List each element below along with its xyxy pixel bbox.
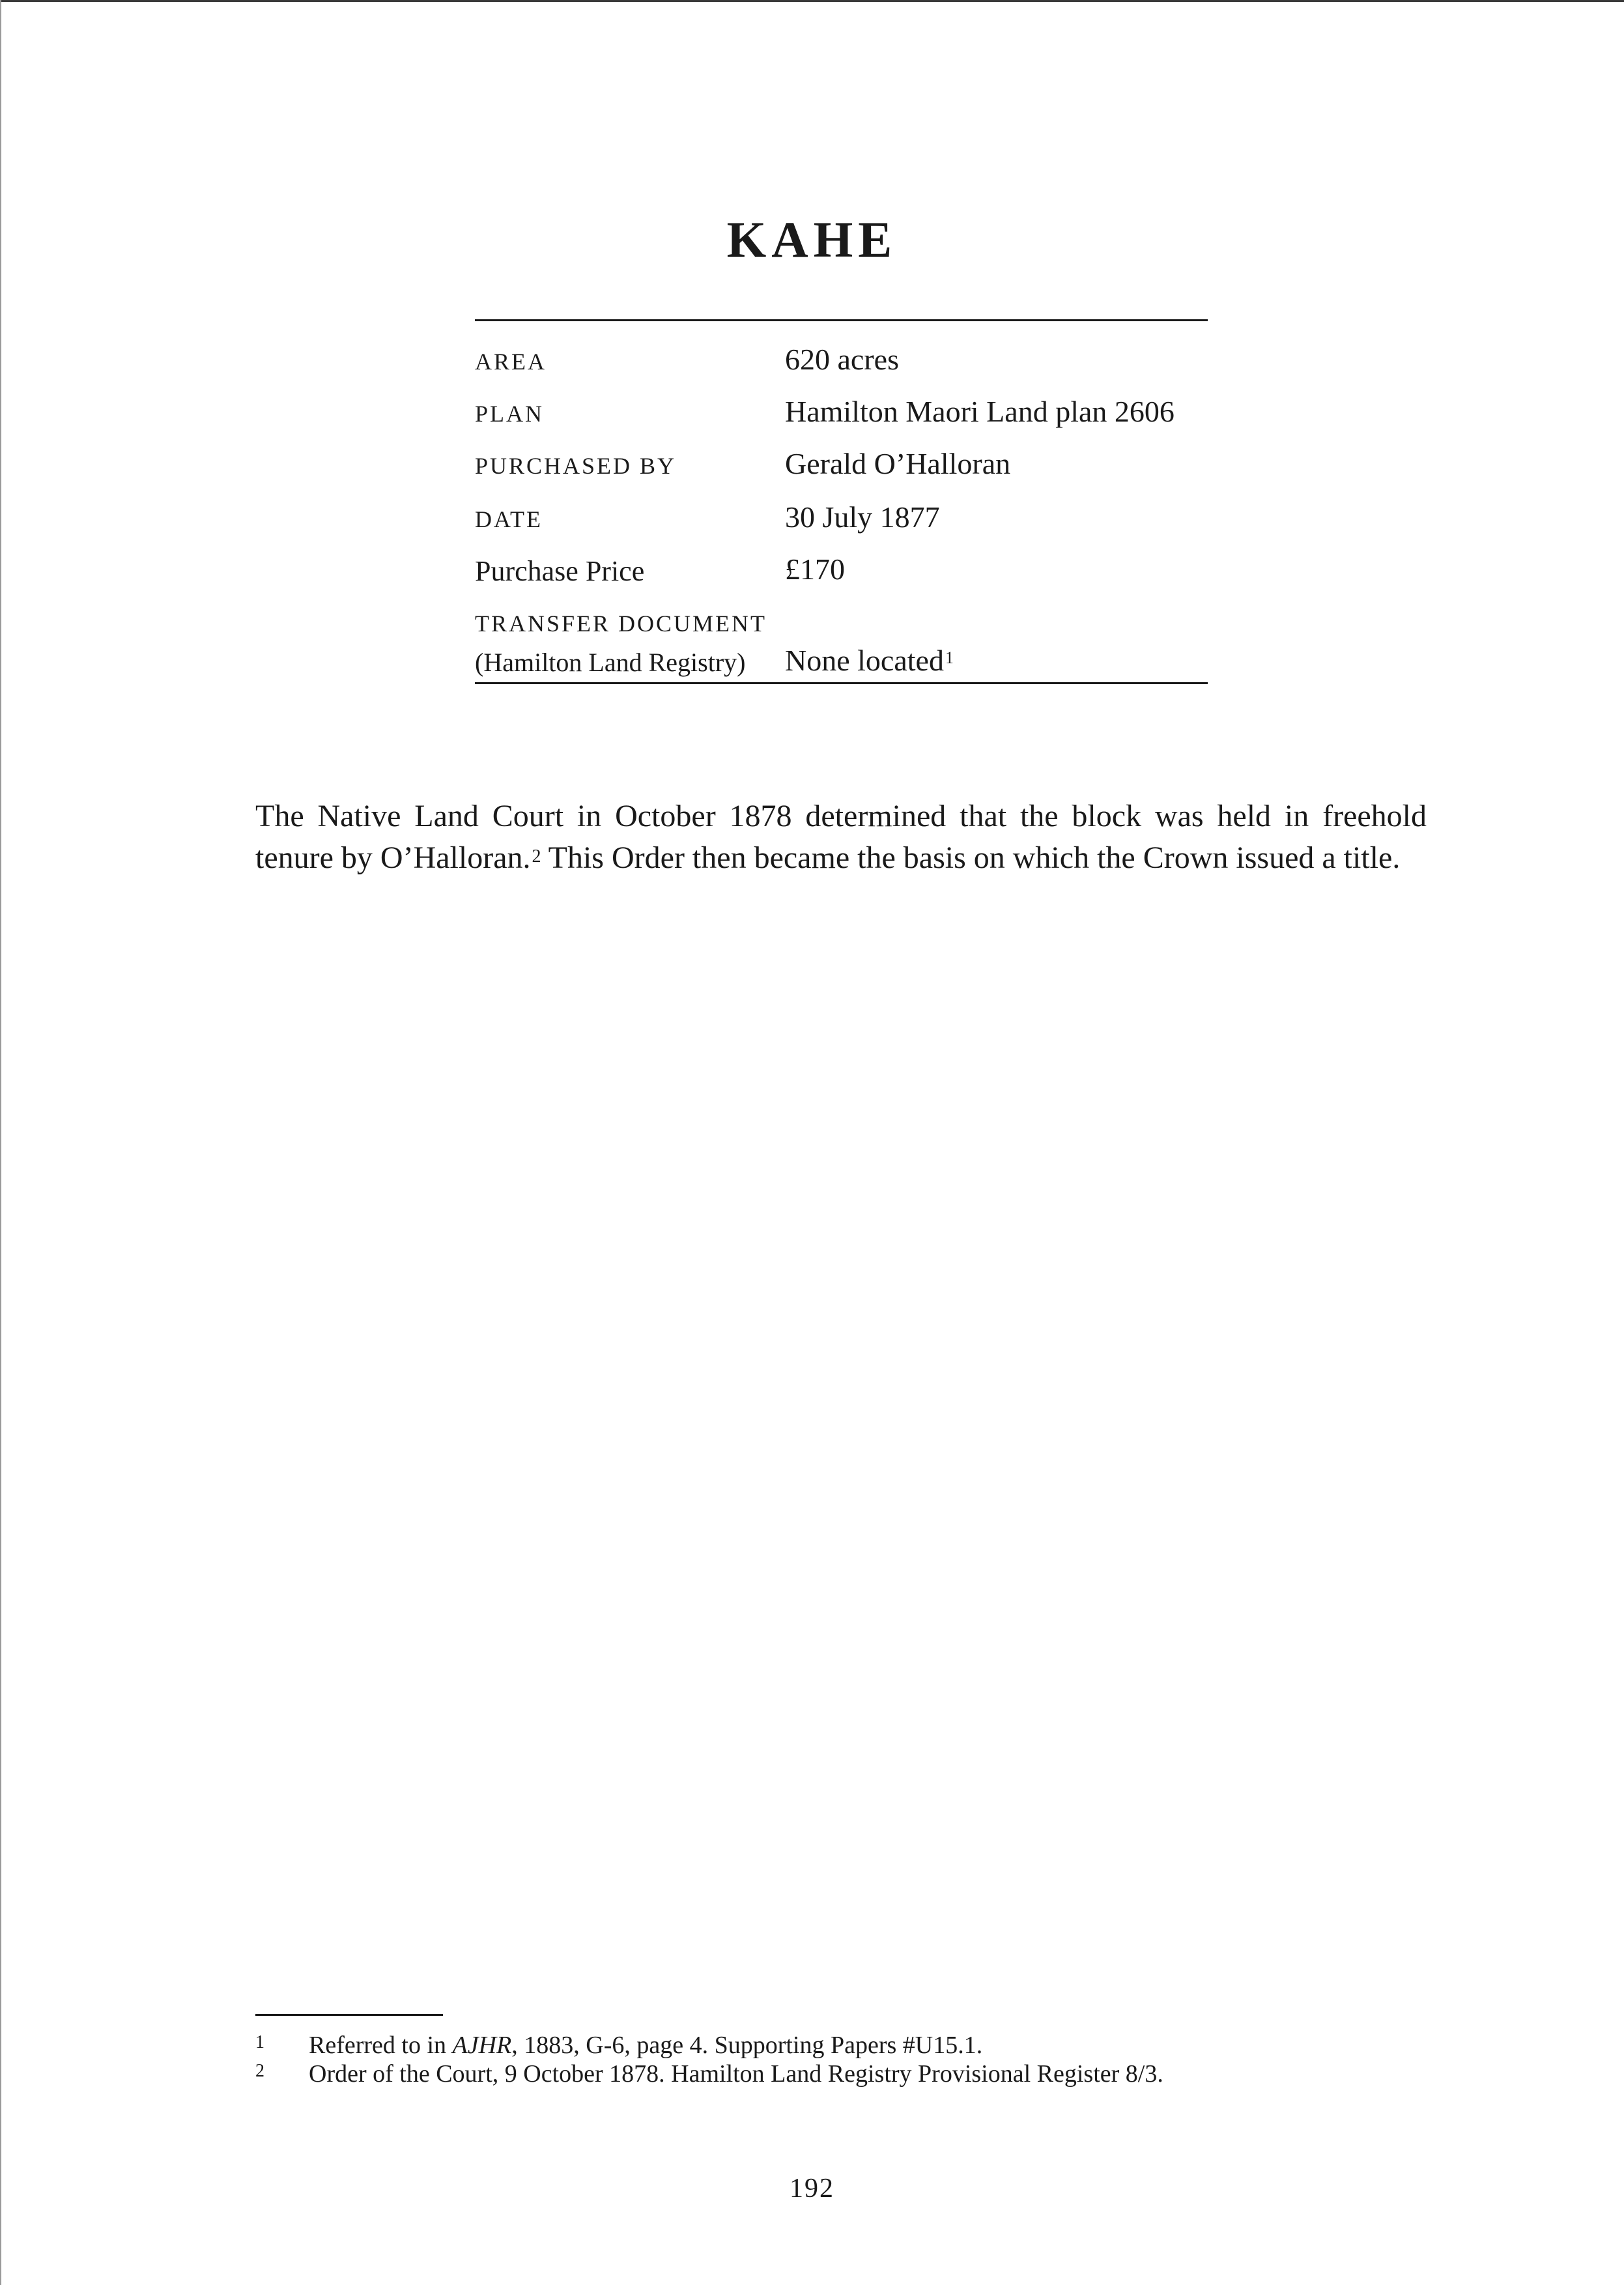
detail-label: Purchase Price [475, 555, 645, 587]
detail-value: Hamilton Maori Land plan 2606 [785, 395, 1175, 428]
detail-label: DATE [475, 506, 543, 532]
detail-row-plan [475, 384, 1208, 430]
page-title: KAHE [726, 211, 898, 268]
detail-label: AREA [475, 349, 547, 375]
footnote-text-part: Order of the Court, 9 October 1878. Hamilton Land Registry Provisional Register 8/3. [309, 2060, 1163, 2088]
detail-row-area [475, 332, 1208, 378]
footnote-number: 1 [255, 2032, 264, 2052]
detail-row-date [475, 490, 1208, 536]
footnote-ref: 1 [945, 648, 954, 667]
body-paragraph [255, 796, 1427, 879]
body-text-part: The Native Land Court in October 1878 determined that the block was held in freehold tenure by O’Halloran. [255, 799, 1427, 875]
footnote-text [309, 2031, 982, 2060]
footnote-text-part: Referred to in [309, 2032, 453, 2059]
footnote-number: 2 [255, 2061, 264, 2081]
detail-label: PURCHASED BY [475, 453, 677, 479]
page-number: 192 [790, 2174, 834, 2204]
detail-label: (Hamilton Land Registry) [475, 648, 746, 677]
detail-value: Gerald O’Halloran [785, 447, 1011, 480]
detail-label: TRANSFER DOCUMENT [475, 611, 767, 637]
detail-value: 30 July 1877 [785, 500, 940, 534]
body-text-part: This Order then became the basis on which the Crown issued a title. [541, 841, 1401, 875]
footnote-text [309, 2060, 1163, 2088]
scan-edge-top [0, 0, 1624, 2]
footnote-italic: AJHR [452, 2032, 512, 2059]
detail-label: PLAN [475, 401, 545, 427]
table-top-rule [475, 319, 1208, 321]
table-bottom-rule [475, 682, 1208, 684]
detail-row-purchase-price [475, 542, 1208, 588]
detail-value-text: None located [785, 644, 944, 677]
scan-edge-left [0, 0, 1, 2285]
detail-value: £170 [785, 553, 845, 586]
detail-row-land-registry [475, 633, 1208, 679]
footnote-ref: 2 [532, 846, 541, 867]
detail-value: 620 acres [785, 343, 899, 376]
detail-row-purchased-by [475, 437, 1208, 482]
footnote-rule [255, 2014, 443, 2016]
footnote-text-part: , 1883, G-6, page 4. Supporting Papers #U15.1. [511, 2032, 983, 2059]
detail-value [785, 642, 954, 679]
